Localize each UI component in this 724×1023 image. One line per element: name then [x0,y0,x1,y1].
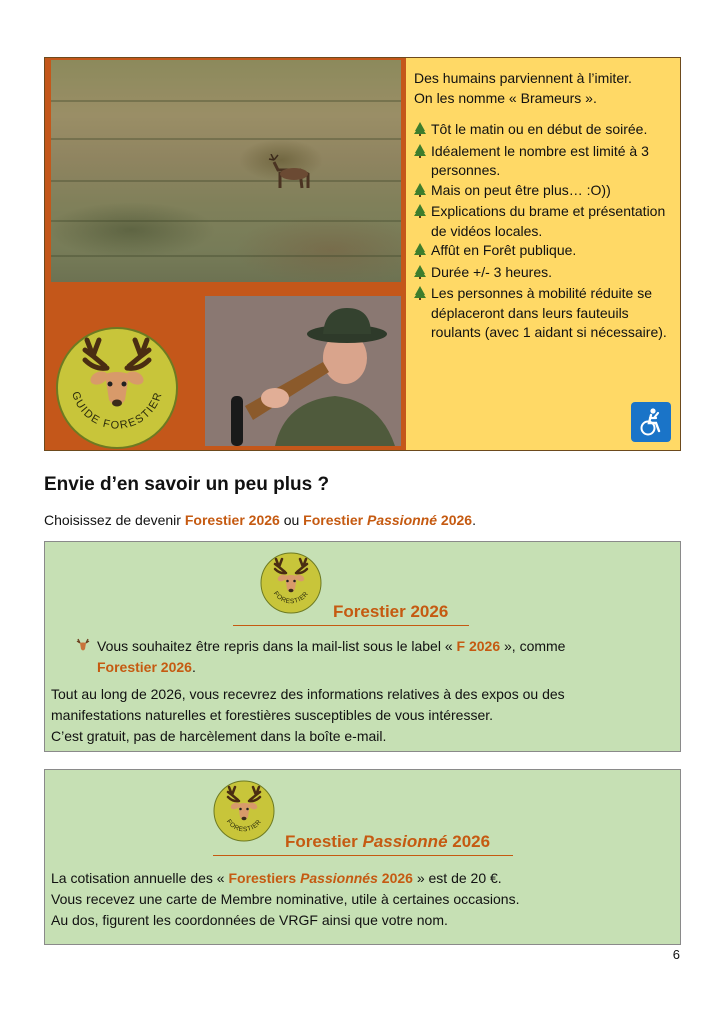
card-back-line: Au dos, figurent les coordonnées de VRGF ainsi que votre nom. [51,912,448,928]
forestier-passionne-box [44,769,681,945]
forestier-badge [260,552,322,614]
list-item: Tôt le matin ou en début de soirée. [414,120,672,142]
stag-icon [266,154,316,194]
intro-line-1: Des humains parviennent à l’imiter. [414,70,632,86]
list-item: Mais on peut être plus… :O)) [414,181,672,203]
info-bullet-list [414,120,672,343]
member-card-line: Vous recevez une carte de Membre nominative, utile à certaines occasions. [51,891,520,907]
page-number: 6 [672,947,680,962]
tree-icon [414,284,431,343]
svg-text:GUIDE FORESTIER: GUIDE FORESTIER [69,389,165,432]
tree-icon [414,202,431,241]
intro-line-2: On les nomme « Brameurs ». [414,90,597,106]
tree-icon [414,142,431,181]
section-heading: Envie d’en savoir un peu plus ? [44,474,330,495]
forestier-box [44,541,681,752]
title-underline [213,855,513,856]
guide-forestier-badge [55,326,179,450]
tree-icon [414,181,431,203]
list-item: Idéalement le nombre est limité à 3 personnes. [414,142,672,181]
cotisation-line: La cotisation annuelle des « Forestiers Passionnés 2026 » est de 20 €. [51,870,502,886]
list-item: Affût en Forêt publique. [414,241,672,263]
intro-panel [44,57,681,451]
mailing-list-text-2: Forestier 2026. [97,659,196,675]
photo-column [45,58,406,450]
svg-text:FORESTIER: FORESTIER [271,590,311,606]
box-title: Forestier Passionné 2026 [285,832,491,851]
lead-sentence: Choisissez de devenir Forestier 2026 ou Forestier Passionné 2026. [44,512,476,528]
forestier-badge [213,780,275,842]
deer-field-photo [51,60,401,282]
wheelchair-icon [631,402,671,442]
list-item: Durée +/- 3 heures. [414,263,672,285]
list-item: Explications du brame et présentation de vidéos locales. [414,202,672,241]
box1-paragraph-line-3: C’est gratuit, pas de harcèlement dans la boîte e-mail. [51,728,387,744]
box1-paragraph-line-2: manifestations naturelles et forestières susceptibles de vous intéresser. [51,707,494,723]
brameur-photo [205,296,401,446]
title-underline [233,625,469,626]
list-item: Les personnes à mobilité réduite se déplaceront dans leurs fauteuils roulants (avec 1 aidant si nécessaire). [414,284,672,343]
svg-text:FORESTIER: FORESTIER [224,818,264,834]
tree-icon [414,263,431,285]
box-title: Forestier 2026 [333,602,449,621]
box1-paragraph-line-1: Tout au long de 2026, vous recevrez des informations relatives à des expos ou des [51,686,565,702]
tree-icon [414,241,431,263]
info-column [406,58,680,450]
deer-icon [75,637,91,653]
mailing-list-text: Vous souhaitez être repris dans la mail-list sous le label « F 2026 », comme [97,638,566,654]
tree-icon [414,120,431,142]
